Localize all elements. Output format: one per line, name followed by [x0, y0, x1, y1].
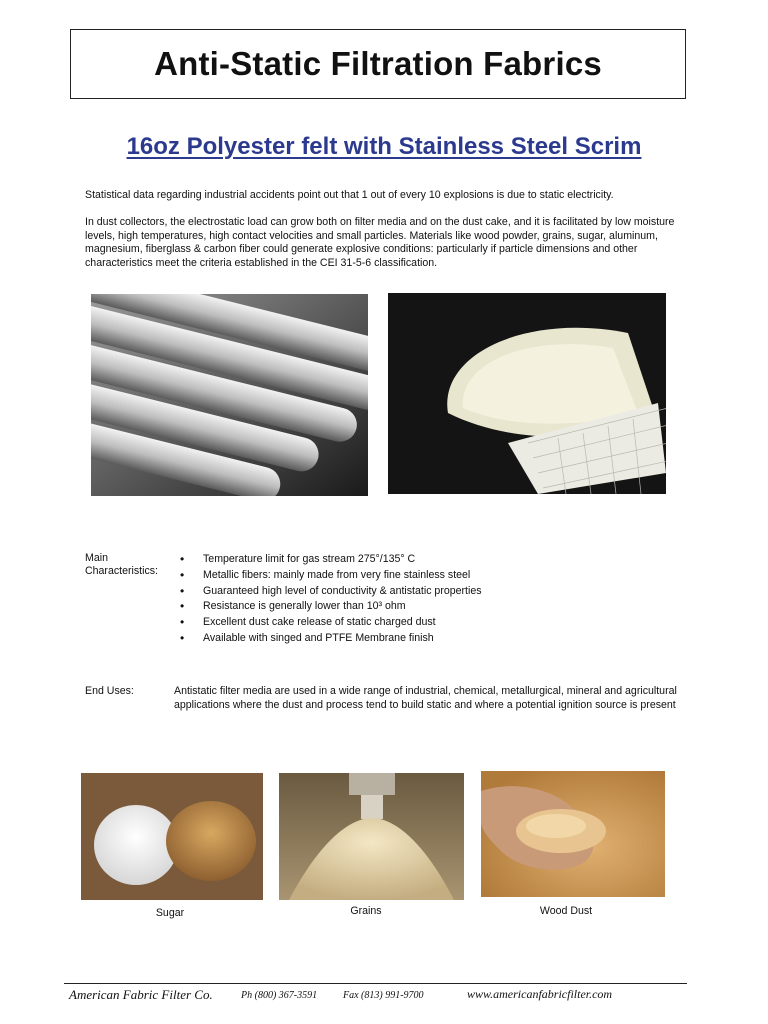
footer-phone: Ph (800) 367-3591: [241, 990, 318, 1001]
list-item: • Temperature limit for gas stream 275°/135° C: [180, 552, 482, 568]
intro-paragraph-1: Statistical data regarding industrial accidents point out that 1 out of every 10 explosions is due to static electricity.: [85, 189, 614, 201]
felt-bags-photo: [91, 294, 368, 496]
footer-company: American Fabric Filter Co.: [69, 987, 213, 1002]
end-uses-label: End Uses:: [85, 685, 134, 697]
scrim-fabric-photo: [388, 293, 666, 494]
sugar-photo: [81, 773, 263, 900]
caption-sugar: Sugar: [155, 907, 185, 919]
footer-fax: Fax (813) 991-9700: [343, 990, 424, 1001]
end-uses-text: Antistatic filter media are used in a wide range of industrial, chemical, metallurgical, mineral and agricultural applications where the dust and process tend to build static and where a potential ignition source is present: [174, 685, 677, 711]
caption-grains: Grains: [350, 905, 382, 917]
list-item: • Available with singed and PTFE Membrane finish: [180, 631, 482, 647]
characteristics-list: [180, 552, 482, 647]
list-item: • Metallic fibers: mainly made from very fine stainless steel: [180, 568, 482, 584]
page-title: Anti-Static Filtration Fabrics: [154, 45, 602, 82]
list-item: • Excellent dust cake release of static charged dust: [180, 615, 482, 631]
list-item: • Guaranteed high level of conductivity & antistatic properties: [180, 584, 482, 600]
list-item: • Resistance is generally lower than 10³ ohm: [180, 599, 482, 615]
characteristics-label: Main Characteristics:: [85, 552, 158, 577]
grains-photo: [279, 773, 464, 900]
title-box: [70, 29, 686, 99]
product-subtitle: 16oz Polyester felt with Stainless Steel Scrim: [126, 133, 642, 160]
wood-dust-photo: [481, 771, 665, 897]
caption-wood-dust: Wood Dust: [539, 905, 593, 917]
intro-paragraph-2: In dust collectors, the electrostatic load can grow both on filter media and on the dust cake, and it is facilitated by low moisture levels, high temperatures, high contact velocities and small particles. Materials like wood powder, grains, sugar, aluminum, magnesium, fiberglass & carbon fiber could generate explosive conditions: particularly if particle dimensions and other characteristics meet the criteria established in the CEI 31-5-6 classification.: [85, 216, 675, 269]
footer-divider: [64, 983, 687, 984]
footer-website-link[interactable]: www.americanfabricfilter.com: [467, 987, 613, 1001]
